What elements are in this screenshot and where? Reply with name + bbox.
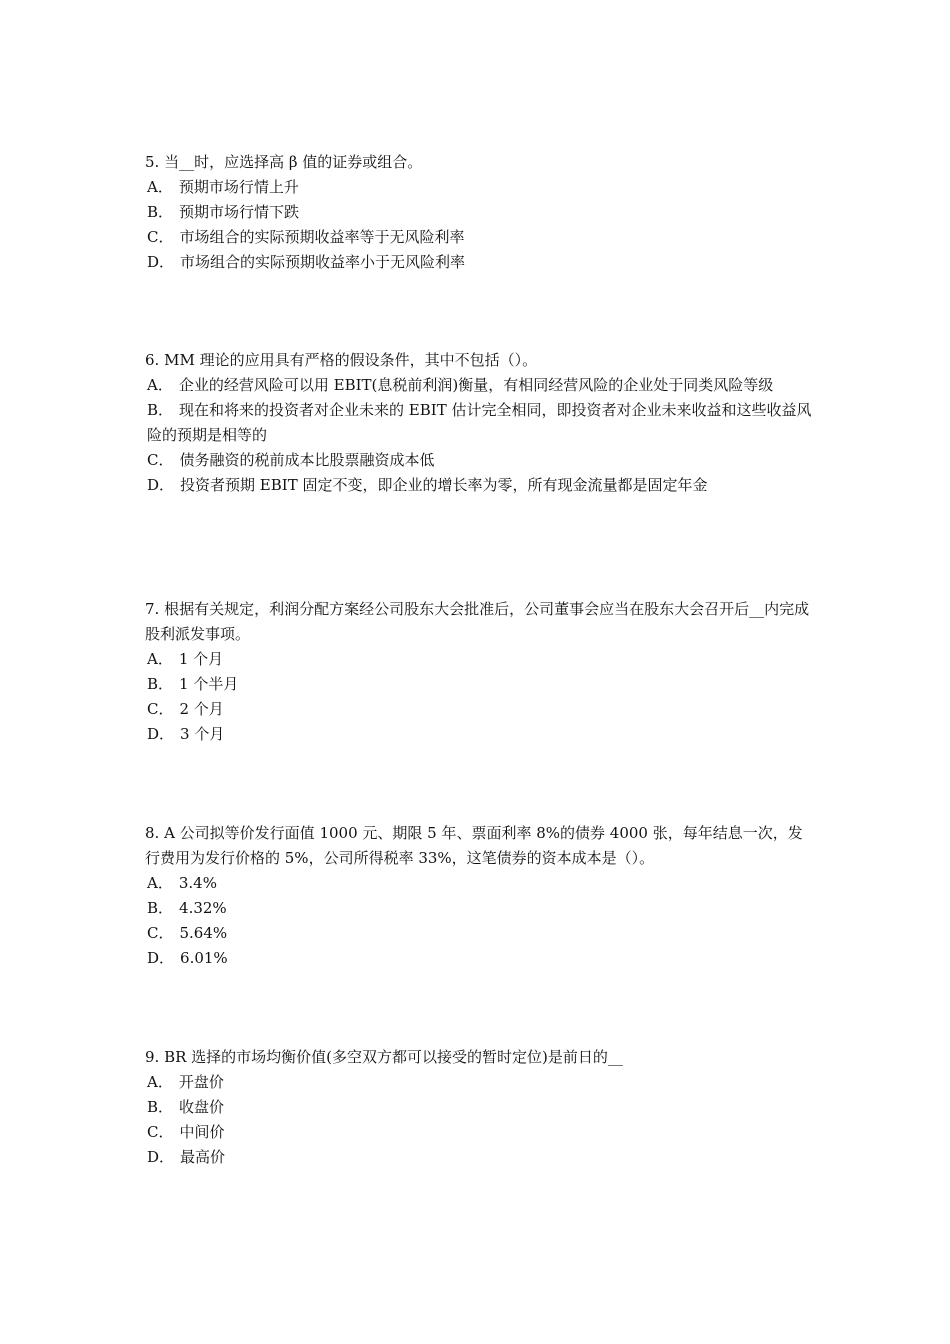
option-a [145, 871, 817, 896]
option-letter: A． [147, 376, 173, 394]
option-d [145, 473, 817, 498]
option-text: 预期市场行情下跌 [179, 203, 300, 221]
option-b [145, 672, 817, 697]
option-letter: D． [147, 949, 175, 967]
option-letter: A． [147, 1073, 173, 1091]
option-letter: D． [147, 253, 175, 271]
option-text: 中间价 [179, 1123, 225, 1141]
option-text: 预期市场行情上升 [178, 178, 299, 196]
option-b [145, 200, 817, 225]
option-letter: C． [147, 228, 174, 246]
option-c [145, 448, 817, 473]
option-text: 5.64% [179, 924, 228, 942]
option-letter: C． [147, 451, 174, 469]
option-b [145, 1095, 817, 1120]
option-letter: B． [147, 1098, 174, 1116]
option-letter: C． [147, 1123, 174, 1141]
option-letter: A． [147, 650, 173, 668]
option-letter: A． [147, 874, 173, 892]
option-letter: C． [147, 924, 174, 942]
option-letter: B． [147, 899, 174, 917]
question-stem: 7. 根据有关规定，利润分配方案经公司股东大会批准后，公司董事会应当在股东大会召开后__内完成股利派发事项。 [145, 600, 810, 643]
option-c [145, 225, 817, 250]
option-d [145, 722, 817, 747]
option-text: 市场组合的实际预期收益率等于无风险利率 [179, 228, 465, 246]
option-a [145, 175, 817, 200]
option-text: 市场组合的实际预期收益率小于无风险利率 [180, 253, 466, 271]
option-text: 2 个月 [179, 700, 224, 718]
option-a [145, 1070, 817, 1095]
option-a [145, 373, 817, 398]
option-text: 现在和将来的投资者对企业未来的 EBIT 估计完全相同，即投资者对企业未来收益和这些收益风险的预期是相等的 [147, 401, 812, 444]
option-text: 债务融资的税前成本比股票融资成本低 [179, 451, 435, 469]
question-stem: 8. A 公司拟等价发行面值 1000 元、期限 5 年、票面利率 8%的债券 4000 张，每年结息一次，发行费用为发行价格的 5%，公司所得税率 33%，这笔债券的资本成本是（）。 [145, 824, 803, 867]
question-stem: 6. MM 理论的应用具有严格的假设条件，其中不包括（）。 [145, 351, 538, 369]
option-letter: C． [147, 700, 174, 718]
option-text: 企业的经营风险可以用 EBIT(息税前利润)衡量，有相同经营风险的企业处于同类风险等级 [178, 376, 774, 394]
option-text: 4.32% [179, 899, 227, 917]
option-text: 6.01% [180, 949, 228, 967]
option-d [145, 1145, 817, 1170]
question-8 [145, 821, 817, 971]
question-6 [145, 348, 817, 498]
question-stem: 9. BR 选择的市场均衡价值(多空双方都可以接受的暂时定位)是前日的__ [145, 1048, 623, 1066]
option-b [145, 896, 817, 921]
option-d [145, 946, 817, 971]
option-text: 投资者预期 EBIT 固定不变，即企业的增长率为零，所有现金流量都是固定年金 [180, 476, 708, 494]
option-text: 3 个月 [180, 725, 225, 743]
option-text: 3.4% [178, 874, 217, 892]
option-c [145, 1120, 817, 1145]
option-letter: D． [147, 725, 175, 743]
question-5 [145, 150, 817, 275]
option-letter: B． [147, 675, 174, 693]
question-7 [145, 597, 817, 747]
option-letter: B． [147, 401, 174, 419]
option-c [145, 921, 817, 946]
question-9 [145, 1045, 817, 1170]
option-text: 开盘价 [178, 1073, 224, 1091]
option-letter: A． [147, 178, 173, 196]
option-text: 收盘价 [179, 1098, 225, 1116]
option-text: 1 个半月 [179, 675, 239, 693]
option-b [145, 398, 817, 448]
option-letter: B． [147, 203, 174, 221]
question-stem: 5. 当__时，应选择高 β 值的证券或组合。 [145, 153, 423, 171]
option-c [145, 697, 817, 722]
option-letter: D． [147, 1148, 175, 1166]
option-text: 1 个月 [178, 650, 224, 668]
option-text: 最高价 [180, 1148, 226, 1166]
option-letter: D． [147, 476, 175, 494]
option-a [145, 647, 817, 672]
option-d [145, 250, 817, 275]
